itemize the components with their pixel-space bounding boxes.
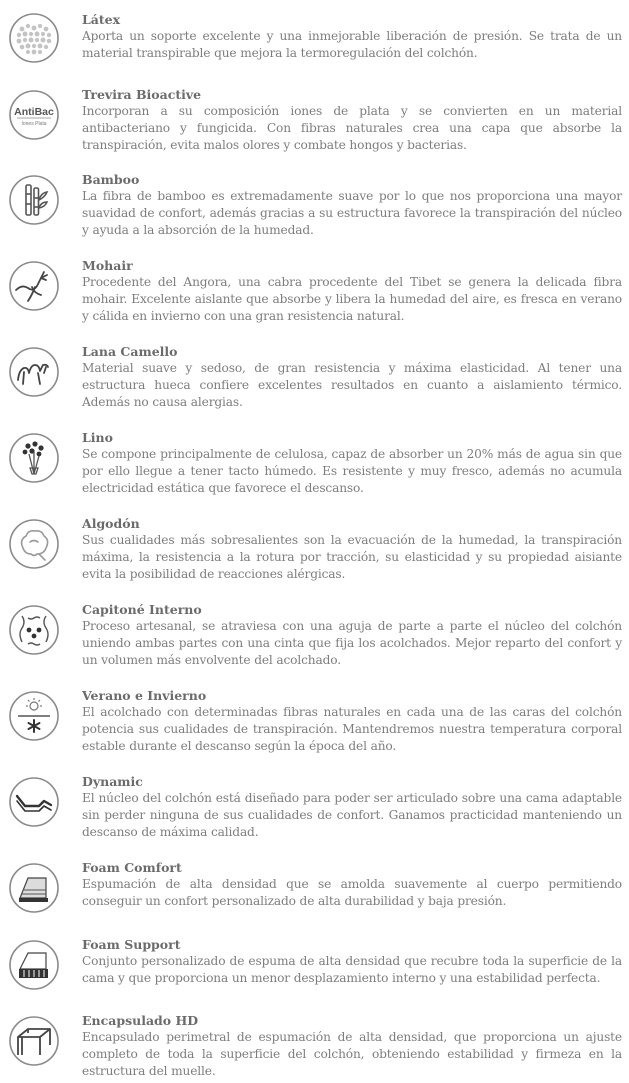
camel-icon [8,346,60,398]
feature-title: Foam Support [82,937,181,952]
feature-title: Dynamic [82,774,143,789]
feature-description: Incorporan a su composición iones de plata y se convierten en un material antibacteriano y fungicida. Con fibras naturales crea una capa que absorbe la transpiración, evita malos olores y combate hongos y bacterias. [82,104,622,152]
feature-mohair [0,248,629,328]
feature-text [82,860,622,910]
feature-description: Proceso artesanal, se atraviesa con una aguja de parte a parte el núcleo del colchón uniendo ambas partes con una cinta que fija los acolchados. Mejor reparto del confort y un volumen más envolvente del acolchado. [82,619,622,667]
capitone-icon [8,604,60,656]
feature-description: El acolchado con determinadas fibras naturales en cada una de las caras del colchón potencia sus cualidades de transpiración. Mantendremos nuestra temperatura corporal estable durante el descanso según la época del año. [82,705,622,753]
feature-verano-invierno [0,678,629,758]
feature-title: Látex [82,12,121,27]
feature-bamboo [0,162,629,242]
foam-support-icon [8,939,60,991]
feature-title: Lino [82,430,113,445]
feature-text [82,87,622,154]
bamboo-icon [8,174,60,226]
feature-description: La fibra de bamboo es extremadamente suave por lo que nos proporciona una mayor suavidad de confort, además gracias a su estructura favorece la transpiración del núcleo y ayuda a la absorción de la humedad. [82,189,622,237]
feature-lana-camello [0,334,629,414]
feature-text [82,12,622,62]
feature-capitone-interno [0,592,629,672]
feature-title: Foam Comfort [82,860,182,875]
feature-text [82,344,622,411]
antibac-icon-label: AntiBac [14,106,54,118]
feature-description: El núcleo del colchón está diseñado para poder ser articulado sobre una cama adaptable sin perder ninguna de sus cualidades de confort. Ganamos practicidad manteniendo un descanso de máxima calidad. [82,791,622,839]
feature-algodon [0,506,629,586]
feature-description: Espumación de alta densidad que se amolda suavemente al cuerpo permitiendo conseguir un confort personalizado de alta durabilidad y baja presión. [82,877,622,908]
feature-encapsulado-hd [0,1003,629,1083]
dynamic-bed-icon [8,776,60,828]
feature-title: Capitoné Interno [82,602,202,617]
feature-title: Trevira Bioactive [82,87,202,102]
feature-title: Algodón [82,516,140,531]
feature-title: Mohair [82,258,133,273]
feature-text [82,937,622,987]
feature-text [82,430,622,497]
feature-title: Encapsulado HD [82,1013,199,1028]
feature-text [82,516,622,583]
feature-text [82,258,622,325]
feature-description: Se compone principalmente de celulosa, capaz de absorber un 20% más de agua sin que por ello llegue a tener tacto húmedo. Es resistente y muy fresco, además no acumula electricidad estática que favorece el descanso. [82,447,622,495]
feature-foam-support [0,927,629,1007]
feature-title: Bamboo [82,172,140,187]
feature-text [82,602,622,669]
feature-description: Material suave y sedoso, de gran resistencia y máxima elasticidad. Al tener una estructura hueca confiere excelentes resultados en cuanto a aislamiento térmico. Además no causa alergias. [82,361,622,409]
foam-comfort-icon [8,862,60,914]
feature-lino [0,420,629,500]
encapsulated-icon [8,1015,60,1067]
feature-title: Verano e Invierno [82,688,207,703]
feature-description: Procedente del Angora, una cabra procedente del Tibet se genera la delicada fibra mohair. Excelente aislante que absorbe y libera la humedad del aire, es fresca en verano y cálida en invierno con una gran resistencia natural. [82,275,622,323]
feature-title: Lana Camello [82,344,178,359]
mohair-goat-icon [8,260,60,312]
latex-foam-icon [8,12,60,64]
feature-description: Conjunto personalizado de espuma de alta densidad que recubre toda la superficie de la cama y que proporciona un menor desplazamiento interno y una estabilidad perfecta. [82,954,622,985]
feature-description: Aporta un soporte excelente y una inmejorable liberación de presión. Se trata de un material transpirable que mejora la termoregulación del colchón. [82,29,622,60]
feature-text [82,688,622,755]
feature-text [82,1013,622,1080]
feature-text [82,172,622,239]
flax-flower-icon [8,432,60,484]
cotton-icon [8,518,60,570]
feature-description: Sus cualidades más sobresalientes son la evacuación de la humedad, la transpiración máxima, la resistencia a la rotura por tracción, su elasticidad y su propiedad aisiante evita la posibilidad de reacciones alérgicas. [82,533,622,581]
feature-text [82,774,622,841]
feature-latex [0,2,629,82]
feature-description: Encapsulado perimetral de espumación de alta densidad, que proporciona un ajuste completo de toda la superficie del colchón, obteniendo estabilidad y firmeza en la estructura del muelle. [82,1030,622,1078]
feature-dynamic [0,764,629,844]
antibac-icon-sublabel: Iones Plata [21,121,47,127]
summer-winter-icon [8,690,60,742]
feature-foam-comfort [0,850,629,930]
antibac-icon [8,89,60,141]
feature-trevira-bioactive [0,77,629,157]
